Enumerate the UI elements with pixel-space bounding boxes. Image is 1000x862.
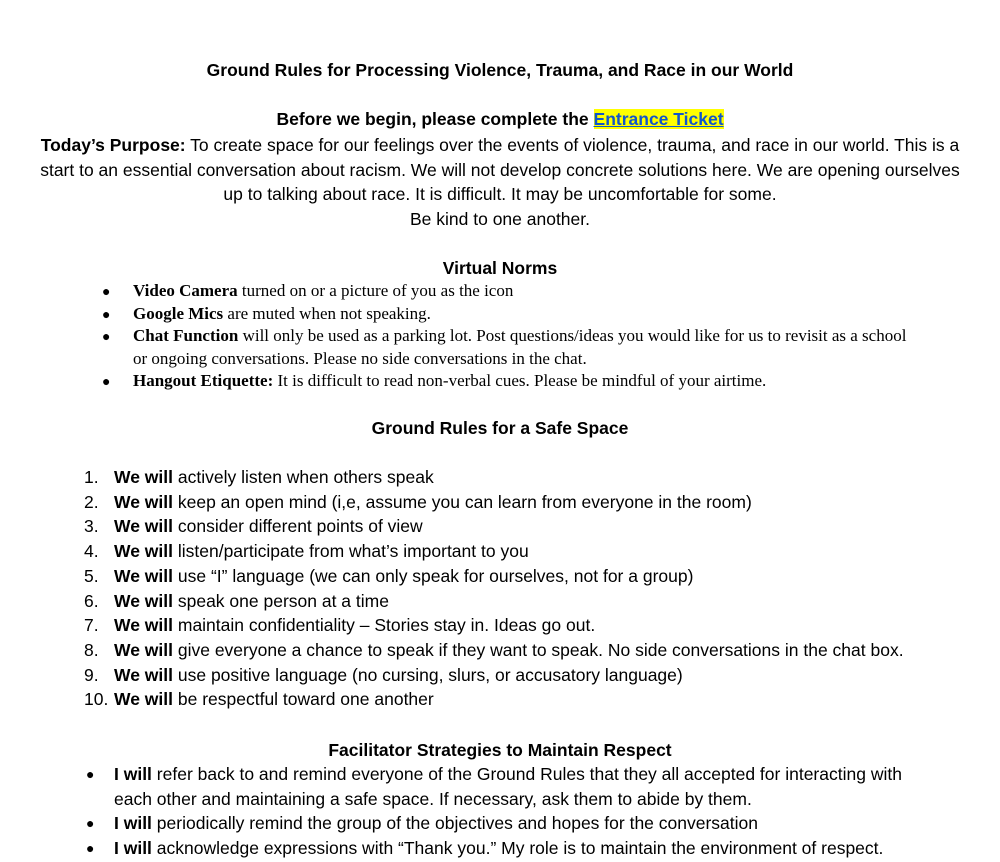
rule-bold: We will (114, 565, 173, 586)
strategy-bold: I will (114, 764, 152, 784)
list-item (84, 514, 964, 539)
rule-text: keep an open mind (i,e, assume you can learn from everyone in the room) (173, 491, 752, 512)
rule-text: be respectful toward one another (173, 689, 434, 710)
strategy-text: refer back to and remind everyone of the Ground Rules that they all accepted for interacting with each other and maintaining a safe space. If necessary, ask them to abide by them. (114, 764, 902, 809)
purpose-text: To create space for our feelings over the events of violence, trauma, and race in our world. This is a start to an essential conversation about racism. We will not develop concrete solutions here. We are opening ourselves up to talking about race. It is difficult. It may be uncomfortable for some. (40, 135, 960, 205)
purpose-paragraph (40, 133, 960, 232)
list-item (84, 564, 964, 589)
bullet-icon: ● (102, 305, 111, 322)
rule-bold: We will (114, 467, 173, 487)
rule-text: use positive language (no cursing, slurs, or accusatory language) (173, 664, 683, 685)
rule-bold: We will (114, 516, 173, 537)
entrance-ticket-prompt-text: Before we begin, please complete the (276, 109, 594, 129)
list-item (100, 280, 920, 303)
list-number: 3. (84, 516, 99, 537)
list-item (100, 303, 920, 326)
rule-bold: We will (114, 541, 173, 562)
bullet-icon: ● (86, 815, 95, 832)
rule-bold: We will (114, 639, 173, 660)
list-item (84, 638, 964, 663)
list-item (84, 762, 944, 811)
list-item (100, 370, 920, 393)
strategy-text: periodically remind the group of the objectives and hopes for the conversation (151, 813, 758, 834)
list-number: 2. (84, 491, 99, 512)
rule-bold: We will (114, 689, 173, 710)
norm-bold: Google Mics (133, 303, 224, 323)
norm-bold: Chat Function (133, 326, 239, 345)
bullet-icon: ● (102, 283, 111, 299)
list-number: 4. (84, 541, 99, 562)
list-number: 1. (84, 467, 99, 487)
list-item (84, 663, 964, 688)
rule-text: maintain confidentiality – Stories stay in. Ideas go out. (173, 615, 596, 636)
bullet-icon: ● (102, 373, 111, 389)
purpose-label: Today’s Purpose: (40, 135, 186, 155)
list-number: 7. (84, 615, 99, 636)
list-number: 5. (84, 565, 99, 586)
norm-text: It is difficult to read non-verbal cues. Please be mindful of your airtime. (273, 371, 767, 390)
entrance-ticket-prompt (0, 108, 1000, 130)
rule-text: consider different points of view (173, 516, 423, 537)
list-item (84, 465, 964, 490)
norm-text: will only be used as a parking lot. Post questions/ideas you would like for us to revisit as a school or ongoing conversations. Please no side conversations in the chat. (133, 326, 907, 368)
strategy-bold: I will (114, 813, 152, 834)
norm-text: turned on or a picture of you as the icon (237, 281, 514, 300)
rule-bold: We will (114, 590, 173, 611)
norm-bold: Hangout Etiquette: (133, 371, 274, 390)
norm-text: are muted when not speaking. (223, 303, 431, 323)
facilitator-heading: Facilitator Strategies to Maintain Respect (328, 740, 672, 760)
list-item (84, 811, 944, 836)
rule-text: speak one person at a time (173, 590, 389, 611)
list-number: 8. (84, 639, 99, 660)
list-item (84, 539, 964, 564)
rule-text: give everyone a chance to speak if they want to speak. No side conversations in the chat box. (173, 639, 904, 660)
list-number: 9. (84, 664, 99, 685)
rule-text: listen/participate from what’s important to you (173, 541, 529, 562)
bullet-icon: ● (86, 840, 95, 857)
list-item (84, 836, 944, 861)
bullet-icon: ● (86, 766, 95, 782)
rule-bold: We will (114, 491, 173, 512)
virtual-norms-list (100, 280, 920, 393)
strategy-bold: I will (114, 838, 152, 859)
document-title: Ground Rules for Processing Violence, Trauma, and Race in our World (206, 60, 794, 80)
virtual-norms-heading: Virtual Norms (442, 258, 558, 278)
list-item (84, 613, 964, 638)
ground-rules-heading: Ground Rules for a Safe Space (371, 418, 629, 438)
list-item (84, 687, 964, 712)
purpose-closing: Be kind to one another. (410, 209, 590, 230)
rule-bold: We will (114, 615, 173, 636)
entrance-ticket-link[interactable]: Entrance Ticket (593, 109, 724, 129)
rule-text: use “I” language (we can only speak for ourselves, not for a group) (173, 565, 694, 586)
rule-text: actively listen when others speak (173, 467, 434, 487)
list-item (84, 589, 964, 614)
ground-rules-list (84, 465, 964, 712)
facilitator-list (84, 762, 944, 861)
list-item (84, 490, 964, 515)
list-number: 6. (84, 590, 99, 611)
rule-bold: We will (114, 664, 173, 685)
bullet-icon: ● (102, 328, 111, 344)
list-item (100, 325, 920, 370)
norm-bold: Video Camera (133, 281, 238, 300)
strategy-text: acknowledge expressions with “Thank you.” My role is to maintain the environment of respect. (151, 838, 884, 859)
list-number: 10. (84, 689, 109, 710)
